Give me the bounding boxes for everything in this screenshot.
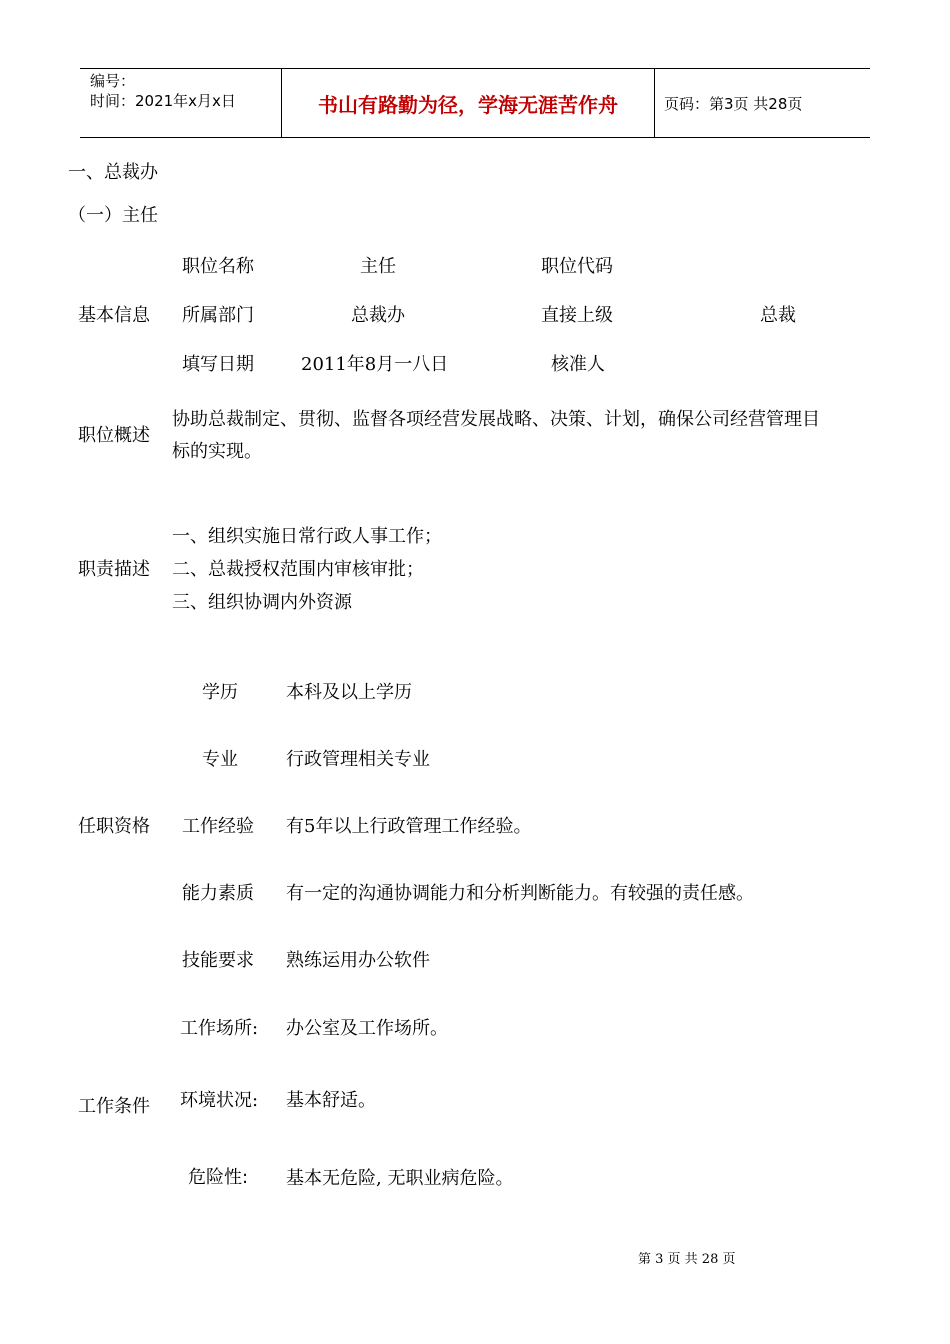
field-value: 主任 [360, 256, 396, 277]
duties-label: 职责描述 [78, 559, 150, 580]
field-value: 总裁 [760, 305, 796, 326]
field-label: 核准人 [551, 354, 605, 375]
section-title: 一、总裁办 [68, 162, 158, 183]
header-meta [90, 71, 236, 111]
field-label: 危险性: [188, 1167, 249, 1188]
field-label: 技能要求 [182, 950, 254, 971]
field-value: 有一定的沟通协调能力和分析判断能力。有较强的责任感。 [286, 883, 754, 904]
field-value: 2011年8月一八日 [301, 354, 449, 375]
header-divider [654, 69, 655, 137]
header-motto: 书山有路勤为径，学海无涯苦作舟 [318, 92, 618, 117]
serial-label: 编号： [90, 72, 136, 90]
field-value: 基本舒适。 [286, 1090, 376, 1111]
list-item: 三、组织协调内外资源 [172, 592, 352, 613]
qualifications-label: 任职资格 [78, 816, 150, 837]
field-label: 工作场所: [180, 1018, 259, 1039]
list-item: 二、总裁授权范围内审核审批； [172, 559, 424, 580]
field-value: 行政管理相关专业 [286, 749, 430, 770]
page-footer: 第 3 页 共 28 页 [638, 1252, 736, 1267]
field-label: 环境状况: [180, 1090, 259, 1111]
field-value: 总裁办 [351, 305, 405, 326]
overview-text: 协助总裁制定、贯彻、监督各项经营发展战略、决策、计划，确保公司经营管理目 [172, 409, 820, 430]
conditions-label: 工作条件 [78, 1096, 150, 1117]
field-value: 基本无危险, 无职业病危险。 [286, 1168, 514, 1189]
field-label: 专业 [202, 749, 238, 770]
header-page-number: 页码：第3页 共28页 [664, 94, 803, 113]
field-value: 熟练运用办公软件 [286, 950, 430, 971]
field-label: 学历 [202, 682, 238, 703]
field-label: 所属部门 [182, 305, 254, 326]
subsection-title: （一）主任 [68, 205, 158, 226]
field-label: 能力素质 [182, 883, 254, 904]
field-label: 工作经验 [182, 816, 254, 837]
overview-label: 职位概述 [78, 425, 150, 446]
field-value: 有5年以上行政管理工作经验。 [286, 816, 532, 837]
field-label: 直接上级 [541, 305, 613, 326]
time-label: 时间：2021年x月x日 [90, 92, 236, 110]
field-label: 职位代码 [541, 256, 613, 277]
field-label: 填写日期 [182, 354, 254, 375]
field-value: 办公室及工作场所。 [286, 1018, 448, 1039]
field-value: 本科及以上学历 [286, 682, 412, 703]
list-item: 一、组织实施日常行政人事工作； [172, 526, 442, 547]
overview-text: 标的实现。 [172, 441, 262, 462]
page-header [80, 68, 870, 138]
basic-info-label: 基本信息 [78, 305, 150, 326]
field-label: 职位名称 [182, 256, 254, 277]
